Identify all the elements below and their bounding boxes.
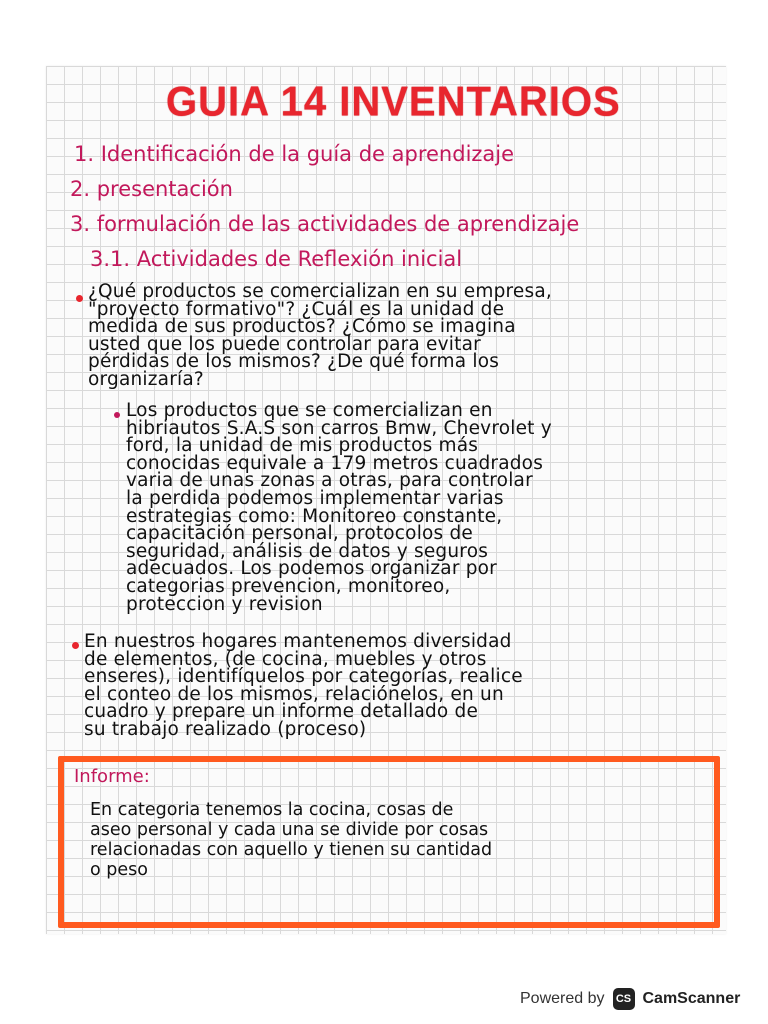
question-2-line: de elementos, (de cocina, muebles y otros (84, 648, 487, 670)
question-2-line: enseres), identifíquelos por categorías, realice (84, 666, 523, 688)
answer-1-line: Los productos que se comercializan en (126, 400, 493, 421)
question-2 (84, 633, 523, 739)
page-title: GUIA 14 INVENTARIOS (166, 78, 621, 126)
informe-text (90, 800, 492, 880)
camscanner-logo-icon: CS (613, 988, 635, 1010)
informe-line: relacionadas con aquello y tienen su cantidad (90, 840, 493, 860)
camscanner-brand: CamScanner (642, 990, 741, 1007)
question-1-line: pérdidas de los mismos? ¿De qué forma los (88, 351, 500, 373)
powered-by-text: Powered by (520, 990, 605, 1007)
notebook-page (46, 66, 726, 934)
question-2-line: cuadro y prepare un informe detallado de (84, 701, 479, 723)
bullet-icon (76, 295, 83, 302)
answer-1-line: la perdida podemos implementar varias (126, 487, 504, 509)
informe-label: Informe: (74, 766, 150, 787)
informe-line: o peso (90, 860, 148, 880)
question-2-line: En nuestros hogares mantenemos diversidad (84, 631, 512, 652)
answer-1-line: estrategias como: Monitoreo constante, (126, 505, 503, 527)
question-1-line: organizaría? (88, 368, 204, 390)
index-item-2: 2. presentación (70, 177, 233, 201)
answer-1-line: conocidas equivale a 179 metros cuadrados (126, 452, 544, 474)
answer-1-line: proteccion y revision (126, 593, 323, 615)
informe-box (58, 756, 720, 928)
answer-1-line: seguridad, análisis de datos y seguros (126, 540, 489, 562)
question-2-line: su trabajo realizado (proceso) (84, 718, 367, 740)
question-1-line: ¿Qué productos se comercializan en su empresa, (88, 281, 552, 302)
question-1-line: medida de sus productos? ¿Cómo se imagina (88, 316, 516, 338)
answer-1 (126, 402, 552, 613)
question-1-line: usted que los puede controlar para evitar (88, 333, 481, 355)
answer-1-line: adecuados. Los podemos organizar por (126, 558, 497, 580)
answer-1-line: ford, la unidad de mis productos más (126, 435, 479, 457)
index-item-3-1: 3.1. Actividades de Reflexión inicial (90, 247, 463, 271)
answer-1-line: hibriautos S.A.S son carros Bmw, Chevrolet y (126, 417, 552, 439)
answer-1-line: categorias prevencion, monitoreo, (126, 575, 451, 597)
question-2-line: el conteo de los mismos, relaciónelos, en un (84, 683, 504, 705)
bullet-icon (114, 412, 120, 418)
bullet-icon (72, 642, 79, 649)
question-1-line: "proyecto formativo"? ¿Cuál es la unidad de (88, 298, 505, 320)
answer-1-line: varia de unas zonas a otras, para controlar (126, 470, 533, 492)
answer-1-line: capacitación personal, protocolos de (126, 523, 474, 545)
informe-line: aseo personal y cada una se divide por cosas (90, 820, 489, 840)
informe-line: En categoria tenemos la cocina, cosas de (90, 800, 454, 820)
scanner-watermark (520, 984, 740, 1014)
index-item-1: 1. Identificación de la guía de aprendizaje (74, 142, 515, 166)
question-1 (88, 283, 552, 389)
index-item-3: 3. formulación de las actividades de aprendizaje (70, 212, 580, 236)
